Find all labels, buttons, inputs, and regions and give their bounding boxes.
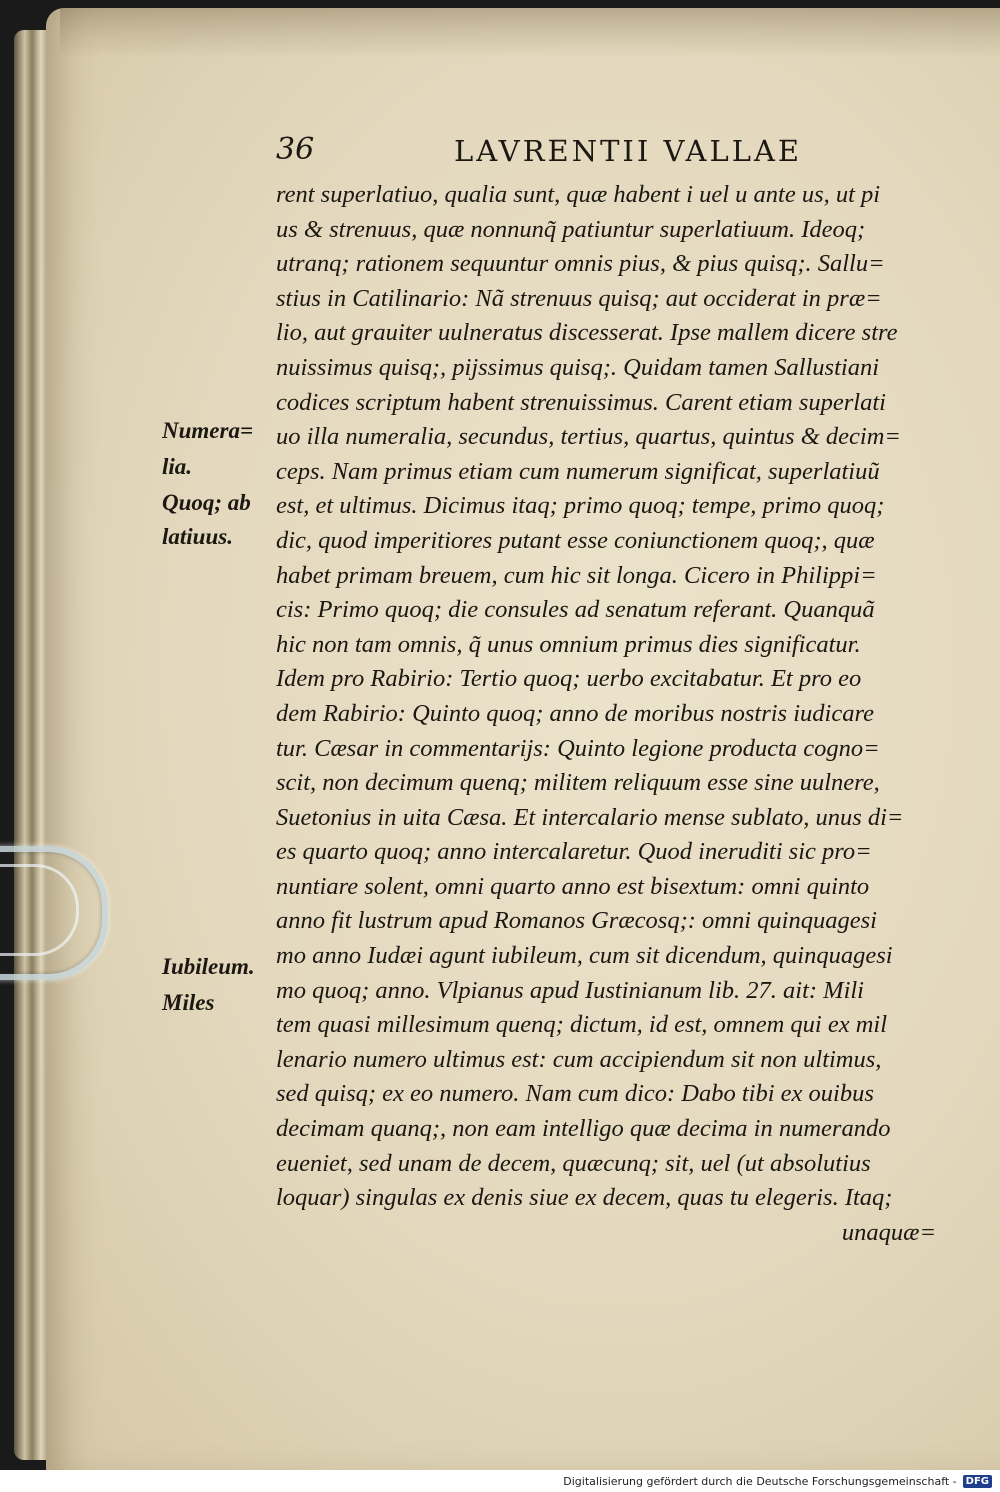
text-line: uo illa numeralia, secundus, tertius, quartus, quintus & decim= [276,423,901,451]
text-line: cis: Primo quoq; die consules ad senatum referant. Quanquã [276,596,875,624]
text-line: nuissimus quisq;, pijssimus quisq;. Quidam tamen Sallustiani [276,353,880,381]
marginal-note: Iubileum. [162,954,255,979]
catchword: unaquæ= [841,1218,936,1246]
text-line: dic, quod imperitiores putant esse coniunctionem quoq;, quæ [276,526,875,554]
text-line: lenario numero ultimus est: cum accipiendum sit non ultimus, [276,1045,882,1073]
text-line: eueniet, sed unam de decem, quæcunq; sit, uel (ut absolutius [276,1149,871,1177]
marginal-note: latiuus. [162,524,233,549]
marginal-note: Quoq; ab [162,490,251,515]
running-title: LAVRENTII VALLAE [454,134,803,168]
text-line: habet primam breuem, cum hic sit longa. Cicero in Philippi= [276,561,877,589]
text-line: sed quisq; ex eo numero. Nam cum dico: Dabo tibi ex ouibus [276,1080,874,1108]
page-shadow [60,8,1000,58]
marginal-note: Numera= [162,418,254,443]
text-line: hic non tam omnis, q̃ unus omnium primus dies significatur. [276,630,861,658]
text-line: est, et ultimus. Dicimus itaq; primo quoq; tempe, primo quoq; [276,492,885,520]
text-line: scit, non decimum quenq; militem reliquum esse sine uulnere, [276,769,880,797]
text-line: Suetonius in uita Cæsa. Et intercalario mense sublato, unus di= [276,803,904,831]
text-line: Idem pro Rabirio: Tertio quoq; uerbo excitabatur. Et pro eo [276,665,862,693]
dfg-logo: DFG [963,1475,992,1488]
text-line: ceps. Nam primus etiam cum numerum significat, superlatiuũ [276,457,880,485]
marginal-note: lia. [162,454,193,479]
funding-credit: Digitalisierung gefördert durch die Deutsche Forschungsgemeinschaft - [563,1474,957,1488]
text-line: es quarto quoq; anno intercalaretur. Quod ineruditi sic pro= [276,838,872,866]
text-line: rent superlatiuo, qualia sunt, quæ habent i uel u ante us, ut pi [276,181,881,208]
marginal-note: Miles [162,990,215,1015]
main-text-block [276,178,936,1250]
text-line: mo anno Iudæi agunt iubileum, cum sit dicendum, quinquagesi [276,942,893,970]
text-line: tur. Cæsar in commentarijs: Quinto legione producta cogno= [276,734,880,762]
text-line: codices scriptum habent strenuissimus. Carent etiam superlati [276,388,886,416]
text-line: decimam quanq;, non eam intelligo quæ decima in numerando [276,1115,891,1143]
text-line: loquar) singulas ex denis siue ex decem, quas tu elegeris. Itaq; [276,1184,893,1212]
text-line: dem Rabirio: Quinto quoq; anno de moribus nostris iudicare [276,699,874,727]
footer-bar [0,1470,1000,1492]
text-line: mo quoq; anno. Vlpianus apud Iustinianum lib. 27. ait: Mili [276,976,864,1004]
text-line: lio, aut grauiter uulneratus discesserat. Ipse mallem dicere stre [276,319,898,347]
running-head [270,128,830,168]
text-line: us & strenuus, quæ nonnunq̃ patiuntur superlatiuum. Ideoq; [276,215,866,243]
text-line: utranq; rationem sequuntur omnis pius, & pius quisq;. Sallu= [276,250,885,278]
text-line: tem quasi millesimum quenq; dictum, id est, omnem qui ex mil [276,1011,888,1039]
text-line: stius in Catilinario: Nã strenuus quisq; aut occiderat in præ= [276,284,882,312]
text-line: nuntiare solent, omni quarto anno est bisextum: omni quinto [276,872,870,900]
text-line: anno fit lustrum apud Romanos Græcosq;: omni quinquagesi [276,907,877,935]
page-number: 36 [276,132,315,167]
